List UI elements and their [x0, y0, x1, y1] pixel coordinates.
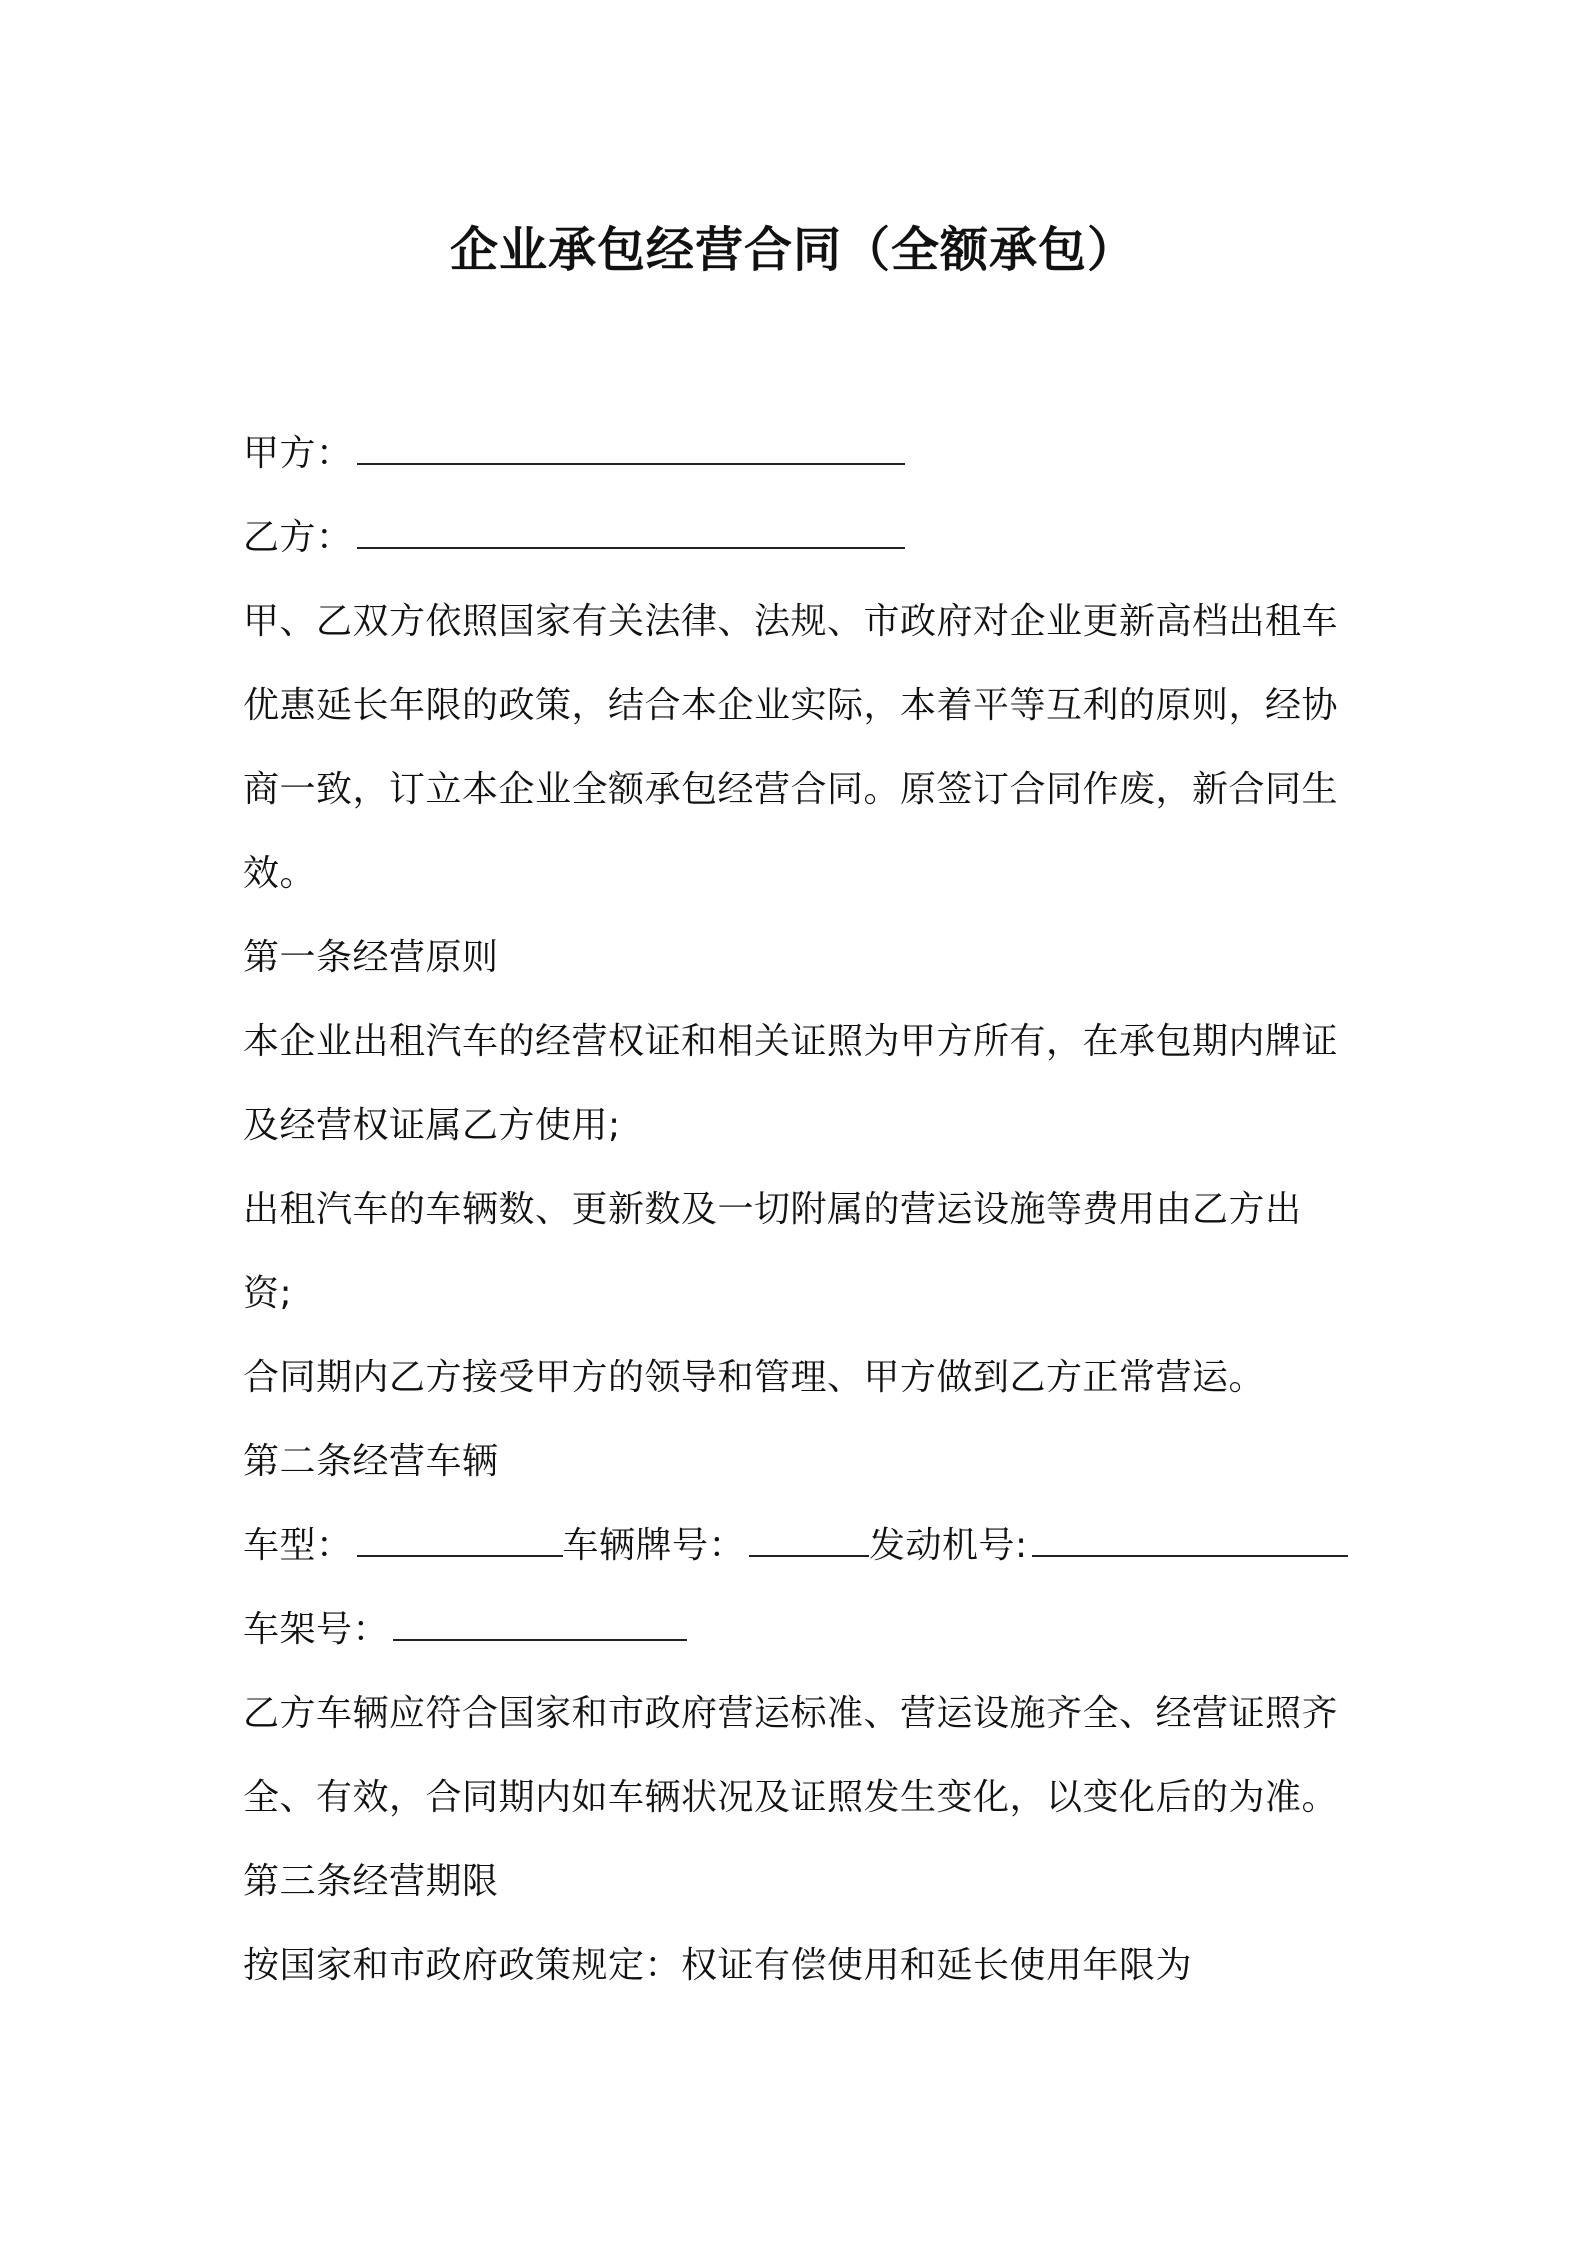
document-title: 企业承包经营合同（全额承包） — [449, 222, 1136, 278]
article-1-heading: 第一条经营原则 — [243, 937, 499, 978]
party-a-line — [243, 412, 1358, 496]
party-b-line — [243, 496, 1358, 580]
frame-number-label: 车架号： — [243, 1609, 390, 1650]
preamble-line: 优惠延长年限的政策，结合本企业实际，本着平等互利的原则，经协 — [243, 685, 1339, 726]
party-b-blank — [357, 517, 905, 549]
engine-number-label: 发动机号: — [869, 1525, 1028, 1566]
vehicle-model-label: 车型： — [243, 1525, 353, 1566]
preamble-line: 商一致，订立本企业全额承包经营合同。原签订合同作废，新合同生 — [243, 769, 1339, 810]
plate-number-blank — [749, 1525, 869, 1557]
article-1-line: 本企业出租汽车的经营权证和相关证照为甲方所有，在承包期内牌证 — [243, 1021, 1339, 1062]
preamble-line: 效。 — [243, 853, 317, 894]
party-b-label: 乙方： — [243, 517, 353, 558]
vehicle-model-blank — [357, 1525, 563, 1557]
article-1-line: 及经营权证属乙方使用; — [243, 1105, 621, 1146]
article-2-heading: 第二条经营车辆 — [243, 1441, 499, 1482]
party-a-label: 甲方： — [243, 433, 353, 474]
article-2-line: 乙方车辆应符合国家和市政府营运标准、营运设施齐全、经营证照齐 — [243, 1693, 1339, 1734]
engine-number-blank — [1032, 1525, 1348, 1557]
article-1-line: 合同期内乙方接受甲方的领导和管理、甲方做到乙方正常营运。 — [243, 1357, 1266, 1398]
article-3-line: 按国家和市政府政策规定：权证有偿使用和延长使用年限为 — [243, 1945, 1193, 1986]
frame-number-line — [243, 1588, 1358, 1672]
article-2-line: 全、有效，合同期内如车辆状况及证照发生变化，以变化后的为准。 — [243, 1777, 1339, 1818]
article-1-line: 资; — [243, 1273, 293, 1314]
preamble-line: 甲、乙双方依照国家有关法律、法规、市政府对企业更新高档出租车 — [243, 601, 1339, 642]
frame-number-blank — [393, 1609, 687, 1641]
plate-number-label: 车辆牌号： — [562, 1525, 746, 1566]
vehicle-fields-line — [243, 1504, 1358, 1588]
party-a-blank — [357, 433, 905, 465]
article-1-line: 出租汽车的车辆数、更新数及一切附属的营运设施等费用由乙方出 — [243, 1189, 1302, 1230]
article-3-heading: 第三条经营期限 — [243, 1861, 499, 1902]
document-body — [243, 412, 1358, 2008]
